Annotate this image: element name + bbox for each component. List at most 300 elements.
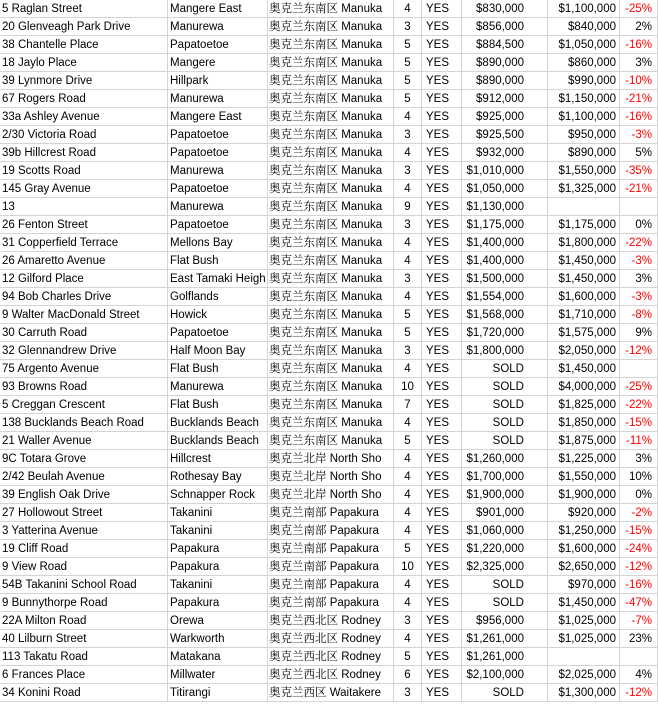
reserve-cell[interactable]: YES [422,198,462,216]
reserve-cell[interactable]: YES [422,162,462,180]
bedrooms-cell[interactable]: 3 [394,612,422,630]
sold-price-cell[interactable]: $912,000 [462,90,548,108]
percent-change-cell[interactable]: -16% [620,36,658,54]
cv-cell[interactable] [548,198,620,216]
street-cell[interactable]: 26 Amaretto Avenue [0,252,168,270]
street-cell[interactable]: 9 View Road [0,558,168,576]
cv-cell[interactable]: $920,000 [548,504,620,522]
suburb-cell[interactable]: Howick [168,306,268,324]
reserve-cell[interactable]: YES [422,486,462,504]
suburb-cell[interactable]: Takanini [168,522,268,540]
reserve-cell[interactable]: YES [422,108,462,126]
bedrooms-cell[interactable]: 3 [394,126,422,144]
cv-cell[interactable]: $970,000 [548,576,620,594]
percent-change-cell[interactable]: -10% [620,72,658,90]
sold-price-cell[interactable]: $1,260,000 [462,450,548,468]
bedrooms-cell[interactable]: 4 [394,504,422,522]
percent-change-cell[interactable] [620,198,658,216]
reserve-cell[interactable]: YES [422,324,462,342]
sold-price-cell[interactable]: $925,500 [462,126,548,144]
sold-price-cell[interactable]: $1,700,000 [462,468,548,486]
suburb-cell[interactable]: Mangere East [168,108,268,126]
sold-price-cell[interactable]: SOLD [462,414,548,432]
street-cell[interactable]: 2/42 Beulah Avenue [0,468,168,486]
reserve-cell[interactable]: YES [422,36,462,54]
suburb-cell[interactable]: Manurewa [168,90,268,108]
region-cell[interactable]: 奥克兰东南区 Manuka [268,90,394,108]
suburb-cell[interactable]: Orewa [168,612,268,630]
reserve-cell[interactable]: YES [422,216,462,234]
region-cell[interactable]: 奥克兰东南区 Manuka [268,342,394,360]
sold-price-cell[interactable]: $1,130,000 [462,198,548,216]
region-cell[interactable]: 奥克兰东南区 Manuka [268,270,394,288]
cv-cell[interactable]: $1,025,000 [548,612,620,630]
sold-price-cell[interactable]: $1,175,000 [462,216,548,234]
cv-cell[interactable]: $1,550,000 [548,468,620,486]
percent-change-cell[interactable]: -15% [620,414,658,432]
reserve-cell[interactable]: YES [422,414,462,432]
reserve-cell[interactable]: YES [422,666,462,684]
cv-cell[interactable]: $950,000 [548,126,620,144]
suburb-cell[interactable]: Schnapper Rock [168,486,268,504]
sold-price-cell[interactable]: SOLD [462,360,548,378]
region-cell[interactable]: 奥克兰东南区 Manuka [268,216,394,234]
region-cell[interactable]: 奥克兰西北区 Rodney [268,648,394,666]
sold-price-cell[interactable]: $830,000 [462,0,548,18]
region-cell[interactable]: 奥克兰东南区 Manuka [268,288,394,306]
sold-price-cell[interactable]: $2,325,000 [462,558,548,576]
cv-cell[interactable]: $1,710,000 [548,306,620,324]
cv-cell[interactable]: $1,450,000 [548,594,620,612]
street-cell[interactable]: 5 Creggan Crescent [0,396,168,414]
bedrooms-cell[interactable]: 5 [394,648,422,666]
sold-price-cell[interactable]: $856,000 [462,18,548,36]
percent-change-cell[interactable]: -21% [620,90,658,108]
suburb-cell[interactable]: Papatoetoe [168,180,268,198]
sold-price-cell[interactable]: $1,010,000 [462,162,548,180]
percent-change-cell[interactable]: -3% [620,252,658,270]
reserve-cell[interactable]: YES [422,270,462,288]
percent-change-cell[interactable] [620,360,658,378]
bedrooms-cell[interactable]: 4 [394,576,422,594]
percent-change-cell[interactable] [620,648,658,666]
suburb-cell[interactable]: Papakura [168,594,268,612]
reserve-cell[interactable]: YES [422,594,462,612]
percent-change-cell[interactable]: -22% [620,234,658,252]
percent-change-cell[interactable]: -25% [620,378,658,396]
sold-price-cell[interactable]: $1,900,000 [462,486,548,504]
region-cell[interactable]: 奥克兰东南区 Manuka [268,36,394,54]
percent-change-cell[interactable]: -12% [620,342,658,360]
bedrooms-cell[interactable]: 10 [394,558,422,576]
sold-price-cell[interactable]: $901,000 [462,504,548,522]
percent-change-cell[interactable]: -12% [620,558,658,576]
suburb-cell[interactable]: Takanini [168,576,268,594]
bedrooms-cell[interactable]: 5 [394,72,422,90]
sold-price-cell[interactable]: $1,400,000 [462,252,548,270]
street-cell[interactable]: 12 Gilford Place [0,270,168,288]
sold-price-cell[interactable]: $890,000 [462,54,548,72]
cv-cell[interactable]: $1,850,000 [548,414,620,432]
street-cell[interactable]: 9 Bunnythorpe Road [0,594,168,612]
suburb-cell[interactable]: Flat Bush [168,396,268,414]
cv-cell[interactable]: $2,650,000 [548,558,620,576]
percent-change-cell[interactable]: -25% [620,0,658,18]
street-cell[interactable]: 93 Browns Road [0,378,168,396]
sold-price-cell[interactable]: SOLD [462,378,548,396]
percent-change-cell[interactable]: -24% [620,540,658,558]
cv-cell[interactable]: $1,875,000 [548,432,620,450]
cv-cell[interactable]: $1,025,000 [548,630,620,648]
cv-cell[interactable]: $1,100,000 [548,0,620,18]
sold-price-cell[interactable]: $2,100,000 [462,666,548,684]
sold-price-cell[interactable]: $1,060,000 [462,522,548,540]
suburb-cell[interactable]: Papatoetoe [168,144,268,162]
region-cell[interactable]: 奥克兰北岸 North Sho [268,486,394,504]
street-cell[interactable]: 40 Lilburn Street [0,630,168,648]
cv-cell[interactable]: $1,900,000 [548,486,620,504]
region-cell[interactable]: 奥克兰东南区 Manuka [268,396,394,414]
suburb-cell[interactable]: Warkworth [168,630,268,648]
percent-change-cell[interactable]: -12% [620,684,658,702]
region-cell[interactable]: 奥克兰东南区 Manuka [268,126,394,144]
percent-change-cell[interactable]: -22% [620,396,658,414]
cv-cell[interactable]: $1,150,000 [548,90,620,108]
suburb-cell[interactable]: Manurewa [168,378,268,396]
cv-cell[interactable]: $4,000,000 [548,378,620,396]
street-cell[interactable]: 21 Waller Avenue [0,432,168,450]
region-cell[interactable]: 奥克兰南部 Papakura [268,576,394,594]
street-cell[interactable]: 26 Fenton Street [0,216,168,234]
reserve-cell[interactable]: YES [422,558,462,576]
reserve-cell[interactable]: YES [422,72,462,90]
bedrooms-cell[interactable]: 6 [394,666,422,684]
cv-cell[interactable]: $1,575,000 [548,324,620,342]
region-cell[interactable]: 奥克兰东南区 Manuka [268,144,394,162]
sold-price-cell[interactable]: $884,500 [462,36,548,54]
percent-change-cell[interactable]: 3% [620,54,658,72]
region-cell[interactable]: 奥克兰东南区 Manuka [268,378,394,396]
bedrooms-cell[interactable]: 4 [394,522,422,540]
suburb-cell[interactable]: Half Moon Bay [168,342,268,360]
percent-change-cell[interactable]: -15% [620,522,658,540]
bedrooms-cell[interactable]: 4 [394,414,422,432]
region-cell[interactable]: 奥克兰东南区 Manuka [268,72,394,90]
percent-change-cell[interactable]: 0% [620,216,658,234]
bedrooms-cell[interactable]: 4 [394,450,422,468]
reserve-cell[interactable]: YES [422,684,462,702]
reserve-cell[interactable]: YES [422,126,462,144]
cv-cell[interactable] [548,648,620,666]
percent-change-cell[interactable]: 10% [620,468,658,486]
region-cell[interactable]: 奥克兰东南区 Manuka [268,162,394,180]
street-cell[interactable]: 38 Chantelle Place [0,36,168,54]
sold-price-cell[interactable]: $1,220,000 [462,540,548,558]
cv-cell[interactable]: $1,600,000 [548,288,620,306]
bedrooms-cell[interactable]: 3 [394,162,422,180]
region-cell[interactable]: 奥克兰西北区 Rodney [268,630,394,648]
bedrooms-cell[interactable]: 4 [394,594,422,612]
percent-change-cell[interactable]: -21% [620,180,658,198]
suburb-cell[interactable]: Titirangi [168,684,268,702]
reserve-cell[interactable]: YES [422,540,462,558]
suburb-cell[interactable]: Papatoetoe [168,216,268,234]
region-cell[interactable]: 奥克兰东南区 Manuka [268,234,394,252]
suburb-cell[interactable]: Papatoetoe [168,126,268,144]
bedrooms-cell[interactable]: 5 [394,540,422,558]
suburb-cell[interactable]: Flat Bush [168,360,268,378]
cv-cell[interactable]: $1,450,000 [548,252,620,270]
reserve-cell[interactable]: YES [422,252,462,270]
cv-cell[interactable]: $1,550,000 [548,162,620,180]
street-cell[interactable]: 3 Yatterina Avenue [0,522,168,540]
sold-price-cell[interactable]: $932,000 [462,144,548,162]
region-cell[interactable]: 奥克兰东南区 Manuka [268,0,394,18]
bedrooms-cell[interactable]: 10 [394,378,422,396]
street-cell[interactable]: 22A Milton Road [0,612,168,630]
cv-cell[interactable]: $1,800,000 [548,234,620,252]
sold-price-cell[interactable]: SOLD [462,432,548,450]
bedrooms-cell[interactable]: 5 [394,36,422,54]
region-cell[interactable]: 奥克兰南部 Papakura [268,540,394,558]
cv-cell[interactable]: $1,225,000 [548,450,620,468]
suburb-cell[interactable]: Manurewa [168,18,268,36]
suburb-cell[interactable]: Manurewa [168,198,268,216]
bedrooms-cell[interactable]: 3 [394,684,422,702]
sold-price-cell[interactable]: SOLD [462,576,548,594]
suburb-cell[interactable]: Bucklands Beach [168,432,268,450]
suburb-cell[interactable]: Mellons Bay [168,234,268,252]
cv-cell[interactable]: $860,000 [548,54,620,72]
sold-price-cell[interactable]: $1,800,000 [462,342,548,360]
suburb-cell[interactable]: Mangere [168,54,268,72]
suburb-cell[interactable]: Papakura [168,558,268,576]
percent-change-cell[interactable]: 9% [620,324,658,342]
cv-cell[interactable]: $1,325,000 [548,180,620,198]
percent-change-cell[interactable]: 0% [620,486,658,504]
sold-price-cell[interactable]: SOLD [462,684,548,702]
bedrooms-cell[interactable]: 3 [394,216,422,234]
region-cell[interactable]: 奥克兰北岸 North Sho [268,468,394,486]
cv-cell[interactable]: $1,050,000 [548,36,620,54]
reserve-cell[interactable]: YES [422,612,462,630]
cv-cell[interactable]: $1,175,000 [548,216,620,234]
bedrooms-cell[interactable]: 3 [394,342,422,360]
region-cell[interactable]: 奥克兰东南区 Manuka [268,324,394,342]
percent-change-cell[interactable]: -16% [620,576,658,594]
bedrooms-cell[interactable]: 4 [394,0,422,18]
percent-change-cell[interactable]: -16% [620,108,658,126]
sold-price-cell[interactable]: $1,720,000 [462,324,548,342]
suburb-cell[interactable]: Papakura [168,540,268,558]
bedrooms-cell[interactable]: 4 [394,630,422,648]
reserve-cell[interactable]: YES [422,360,462,378]
percent-change-cell[interactable]: 3% [620,270,658,288]
bedrooms-cell[interactable]: 4 [394,180,422,198]
suburb-cell[interactable]: Millwater [168,666,268,684]
reserve-cell[interactable]: YES [422,144,462,162]
street-cell[interactable]: 9C Totara Grove [0,450,168,468]
bedrooms-cell[interactable]: 4 [394,234,422,252]
sold-price-cell[interactable]: SOLD [462,396,548,414]
cv-cell[interactable]: $1,450,000 [548,360,620,378]
region-cell[interactable]: 奥克兰东南区 Manuka [268,252,394,270]
bedrooms-cell[interactable]: 5 [394,324,422,342]
cv-cell[interactable]: $1,100,000 [548,108,620,126]
cv-cell[interactable]: $1,250,000 [548,522,620,540]
suburb-cell[interactable]: Mangere East [168,0,268,18]
bedrooms-cell[interactable]: 4 [394,360,422,378]
reserve-cell[interactable]: YES [422,54,462,72]
region-cell[interactable]: 奥克兰北岸 North Sho [268,450,394,468]
sold-price-cell[interactable]: SOLD [462,594,548,612]
percent-change-cell[interactable]: 23% [620,630,658,648]
cv-cell[interactable]: $1,450,000 [548,270,620,288]
bedrooms-cell[interactable]: 5 [394,90,422,108]
sold-price-cell[interactable]: $1,261,000 [462,648,548,666]
street-cell[interactable]: 13 [0,198,168,216]
reserve-cell[interactable]: YES [422,234,462,252]
street-cell[interactable]: 2/30 Victoria Road [0,126,168,144]
region-cell[interactable]: 奥克兰东南区 Manuka [268,108,394,126]
region-cell[interactable]: 奥克兰东南区 Manuka [268,414,394,432]
cv-cell[interactable]: $2,050,000 [548,342,620,360]
percent-change-cell[interactable]: -7% [620,612,658,630]
sold-price-cell[interactable]: $1,568,000 [462,306,548,324]
sold-price-cell[interactable]: $1,261,000 [462,630,548,648]
percent-change-cell[interactable]: -35% [620,162,658,180]
street-cell[interactable]: 6 Frances Place [0,666,168,684]
bedrooms-cell[interactable]: 4 [394,468,422,486]
street-cell[interactable]: 9 Walter MacDonald Street [0,306,168,324]
reserve-cell[interactable]: YES [422,648,462,666]
street-cell[interactable]: 20 Glenveagh Park Drive [0,18,168,36]
bedrooms-cell[interactable]: 5 [394,306,422,324]
percent-change-cell[interactable]: 3% [620,450,658,468]
cv-cell[interactable]: $1,825,000 [548,396,620,414]
reserve-cell[interactable]: YES [422,576,462,594]
sold-price-cell[interactable]: $1,400,000 [462,234,548,252]
suburb-cell[interactable]: Bucklands Beach [168,414,268,432]
region-cell[interactable]: 奥克兰东南区 Manuka [268,18,394,36]
bedrooms-cell[interactable]: 3 [394,270,422,288]
percent-change-cell[interactable]: 2% [620,18,658,36]
reserve-cell[interactable]: YES [422,630,462,648]
cv-cell[interactable]: $990,000 [548,72,620,90]
bedrooms-cell[interactable]: 4 [394,288,422,306]
suburb-cell[interactable]: Hillpark [168,72,268,90]
reserve-cell[interactable]: YES [422,432,462,450]
bedrooms-cell[interactable]: 3 [394,18,422,36]
suburb-cell[interactable]: Papatoetoe [168,36,268,54]
street-cell[interactable]: 94 Bob Charles Drive [0,288,168,306]
region-cell[interactable]: 奥克兰南部 Papakura [268,522,394,540]
percent-change-cell[interactable]: -47% [620,594,658,612]
reserve-cell[interactable]: YES [422,0,462,18]
suburb-cell[interactable]: Hillcrest [168,450,268,468]
cv-cell[interactable]: $1,300,000 [548,684,620,702]
street-cell[interactable]: 75 Argento Avenue [0,360,168,378]
reserve-cell[interactable]: YES [422,18,462,36]
sold-price-cell[interactable]: $1,050,000 [462,180,548,198]
reserve-cell[interactable]: YES [422,396,462,414]
region-cell[interactable]: 奥克兰东南区 Manuka [268,180,394,198]
sold-price-cell[interactable]: $925,000 [462,108,548,126]
suburb-cell[interactable]: Rothesay Bay [168,468,268,486]
suburb-cell[interactable]: Takanini [168,504,268,522]
region-cell[interactable]: 奥克兰西北区 Rodney [268,612,394,630]
street-cell[interactable]: 54B Takanini School Road [0,576,168,594]
reserve-cell[interactable]: YES [422,378,462,396]
suburb-cell[interactable]: East Tamaki Heigh [168,270,268,288]
region-cell[interactable]: 奥克兰东南区 Manuka [268,432,394,450]
region-cell[interactable]: 奥克兰东南区 Manuka [268,54,394,72]
percent-change-cell[interactable]: -3% [620,126,658,144]
percent-change-cell[interactable]: -2% [620,504,658,522]
cv-cell[interactable]: $890,000 [548,144,620,162]
cv-cell[interactable]: $1,600,000 [548,540,620,558]
percent-change-cell[interactable]: -8% [620,306,658,324]
street-cell[interactable]: 113 Takatu Road [0,648,168,666]
suburb-cell[interactable]: Flat Bush [168,252,268,270]
region-cell[interactable]: 奥克兰西区 Waitakere [268,684,394,702]
suburb-cell[interactable]: Matakana [168,648,268,666]
bedrooms-cell[interactable]: 4 [394,108,422,126]
suburb-cell[interactable]: Papatoetoe [168,324,268,342]
street-cell[interactable]: 138 Bucklands Beach Road [0,414,168,432]
sold-price-cell[interactable]: $1,500,000 [462,270,548,288]
bedrooms-cell[interactable]: 4 [394,486,422,504]
street-cell[interactable]: 31 Copperfield Terrace [0,234,168,252]
street-cell[interactable]: 30 Carruth Road [0,324,168,342]
street-cell[interactable]: 39 Lynmore Drive [0,72,168,90]
bedrooms-cell[interactable]: 5 [394,432,422,450]
bedrooms-cell[interactable]: 7 [394,396,422,414]
reserve-cell[interactable]: YES [422,522,462,540]
sold-price-cell[interactable]: $956,000 [462,612,548,630]
street-cell[interactable]: 5 Raglan Street [0,0,168,18]
cv-cell[interactable]: $2,025,000 [548,666,620,684]
street-cell[interactable]: 27 Hollowout Street [0,504,168,522]
suburb-cell[interactable]: Golflands [168,288,268,306]
bedrooms-cell[interactable]: 4 [394,144,422,162]
region-cell[interactable]: 奥克兰南部 Papakura [268,594,394,612]
region-cell[interactable]: 奥克兰东南区 Manuka [268,360,394,378]
reserve-cell[interactable]: YES [422,180,462,198]
reserve-cell[interactable]: YES [422,90,462,108]
street-cell[interactable]: 34 Konini Road [0,684,168,702]
street-cell[interactable]: 32 Glennandrew Drive [0,342,168,360]
percent-change-cell[interactable]: -3% [620,288,658,306]
percent-change-cell[interactable]: 5% [620,144,658,162]
street-cell[interactable]: 19 Scotts Road [0,162,168,180]
region-cell[interactable]: 奥克兰西北区 Rodney [268,666,394,684]
reserve-cell[interactable]: YES [422,342,462,360]
reserve-cell[interactable]: YES [422,504,462,522]
street-cell[interactable]: 33a Ashley Avenue [0,108,168,126]
bedrooms-cell[interactable]: 4 [394,252,422,270]
reserve-cell[interactable]: YES [422,450,462,468]
street-cell[interactable]: 18 Jaylo Place [0,54,168,72]
reserve-cell[interactable]: YES [422,306,462,324]
street-cell[interactable]: 145 Gray Avenue [0,180,168,198]
sold-price-cell[interactable]: $1,554,000 [462,288,548,306]
street-cell[interactable]: 19 Cliff Road [0,540,168,558]
bedrooms-cell[interactable]: 9 [394,198,422,216]
street-cell[interactable]: 67 Rogers Road [0,90,168,108]
street-cell[interactable]: 39 English Oak Drive [0,486,168,504]
region-cell[interactable]: 奥克兰东南区 Manuka [268,306,394,324]
